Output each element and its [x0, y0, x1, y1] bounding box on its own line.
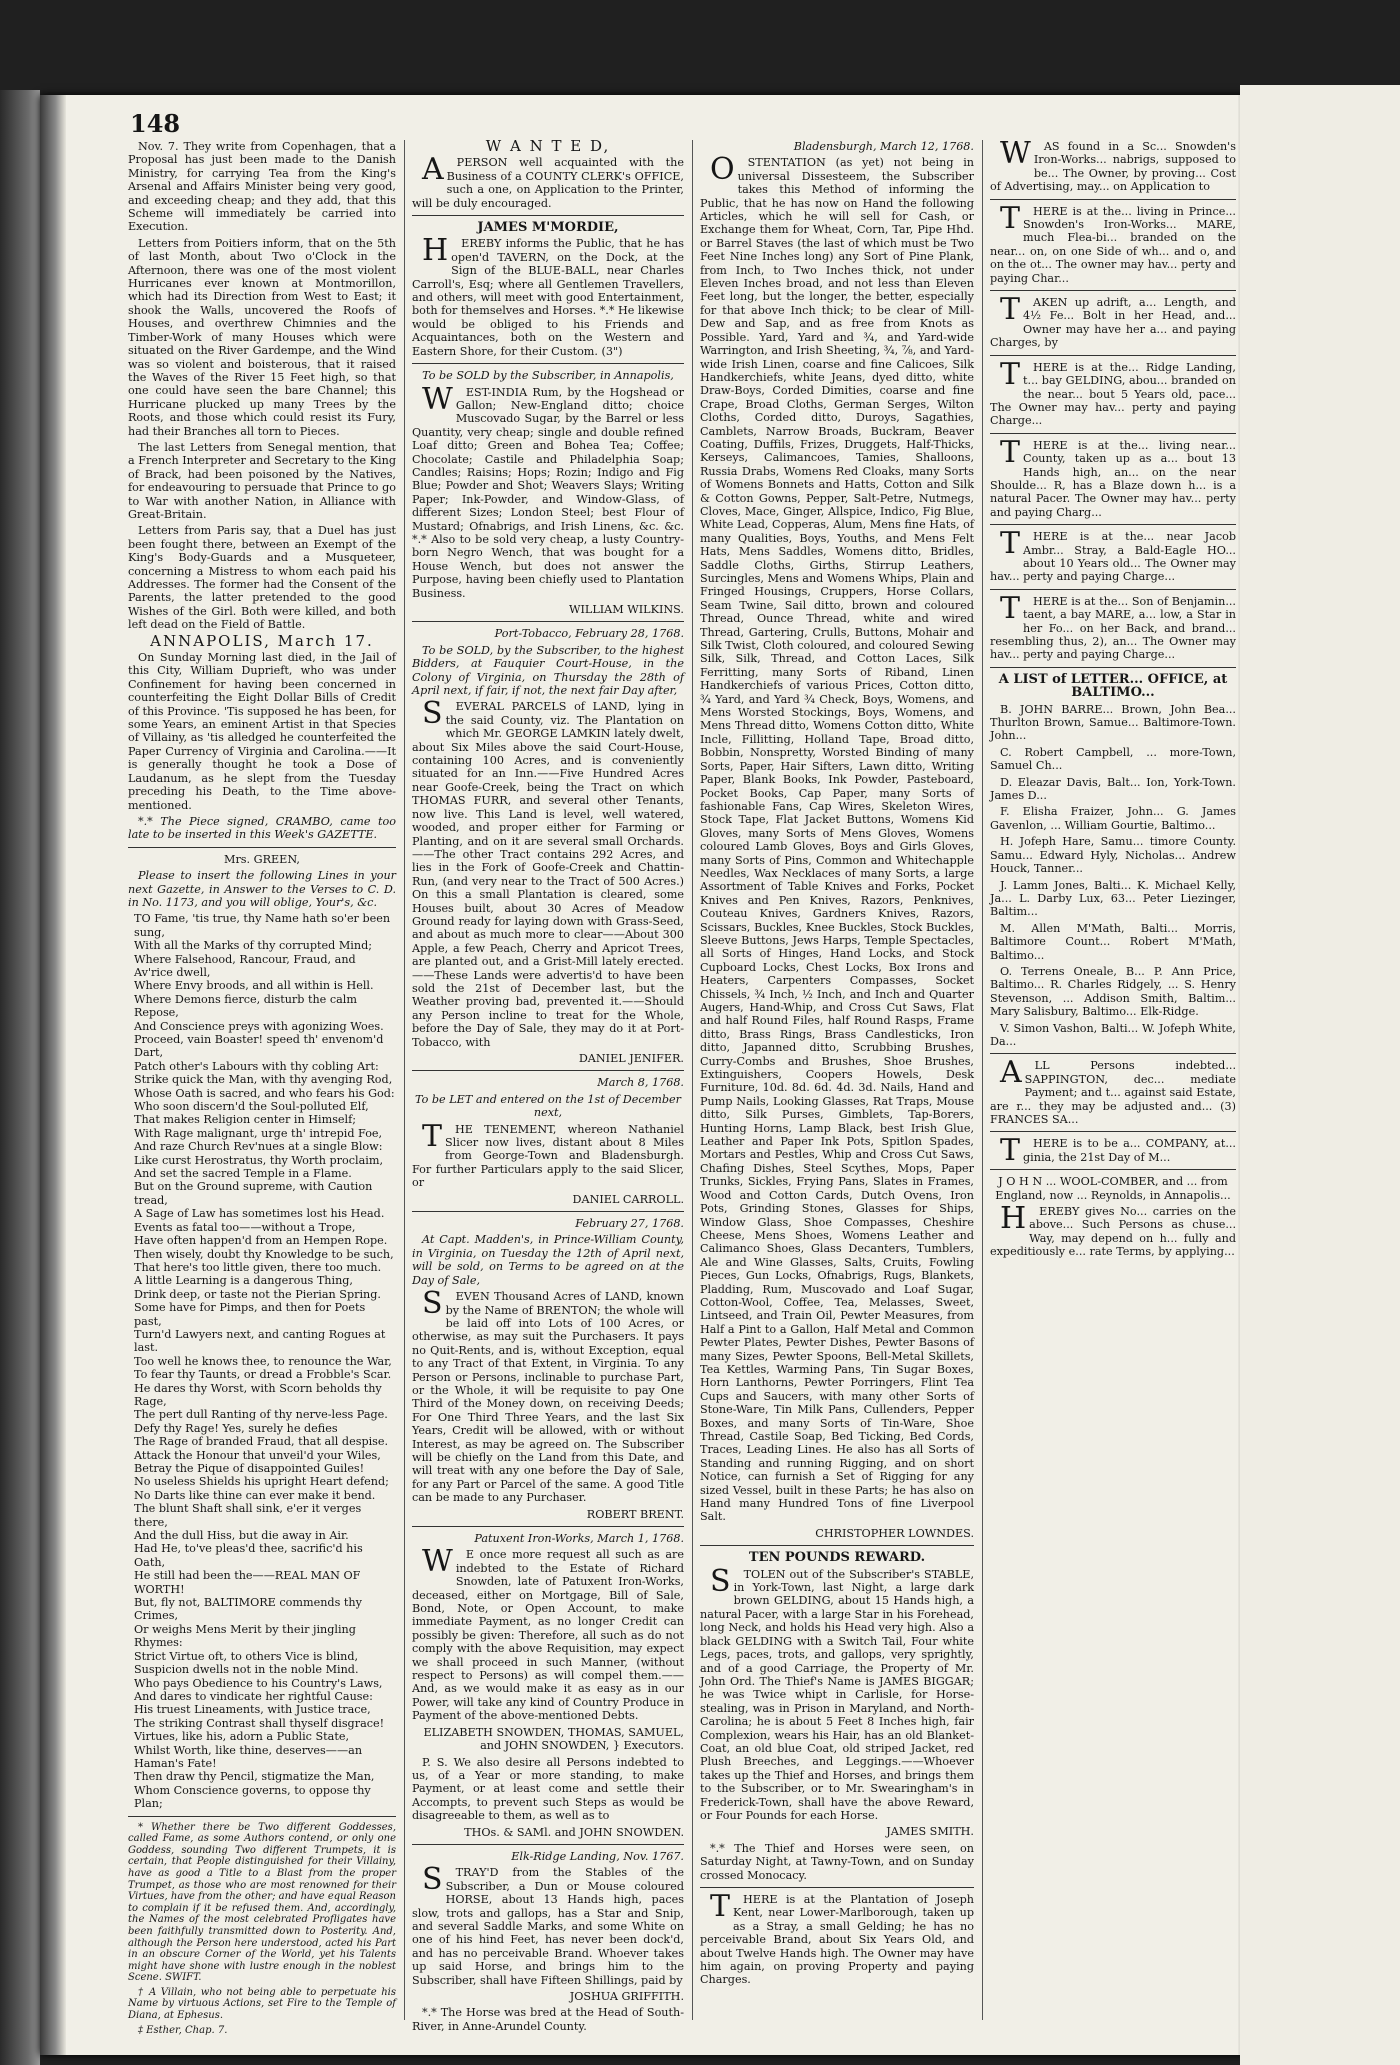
poem-line: A Sage of Law has sometimes lost his Head. — [134, 1207, 385, 1221]
poem-line: That here's too little given, there too much. — [134, 1260, 382, 1274]
divider — [990, 199, 1236, 200]
letters-m: M. Allen M'Math, Balti... Morris, Baltimore Count... Robert M'Math, Baltimo... — [990, 921, 1236, 962]
footnote-fame: * Whether there be Two different Goddesses, called Fame, as some Authors contend, or only one Goddess, sounding Two different Trumpets, it is certain, that People distinguished for their Villainy, have as good a Title to a Blast from the proper Trumpet, as those who are most renowned for their Virtues, have from the other; and have equal Reason to complain if it be refused them. And, accordingly, the Names of the most celebrated Profligates have been faithfully transmitted down to Posterity. And, although the Person here understood, acted his Part in an obscure Corner of the World, yet his Talents might have shone with lustre enough in the noblest Scene. SWIFT. — [128, 1821, 396, 1984]
woolcomber-ad: HEREBY gives No... carries on the above... Such Persons as chuse... Way, may depend on h... fully and expeditiously e... rate Terms, by applying... — [990, 1201, 1236, 1259]
poem-line: Strict Virtue oft, to others Vice is blind, — [134, 1649, 359, 1663]
griffith-date: Elk-Ridge Landing, Nov. 1767. — [511, 1849, 684, 1863]
snowden-postscript: P. S. We also desire all Persons indebted to us, of a Year or more standing, to make Payment, or at least come and settle their Accompts, to prevent such Steps as would be disagreeable to them, as well as to — [412, 1755, 684, 1823]
poem-line: But, fly not, BALTIMORE commends thy Crimes, — [134, 1596, 362, 1623]
divider — [128, 847, 396, 848]
column-rule — [404, 140, 405, 2020]
poem-line: A little Learning is a dangerous Thing, — [134, 1274, 353, 1288]
jenifer-date: Port-Tobacco, February 28, 1768. — [494, 627, 684, 641]
poem-line: With all the Marks of thy corrupted Mind; — [134, 939, 373, 953]
divider — [990, 433, 1236, 434]
poem-line: To fear thy Taunts, or dread a Frobble's Scar. — [134, 1368, 392, 1382]
poem-line: Who soon discern'd the Soul-polluted Elf, — [134, 1100, 369, 1114]
reward-ad: STOLEN out of the Subscriber's STABLE, in York-Town, last Night, a large dark brown GELDING, about 15 Hands high, a natural Pacer, with a large Star in his Forehead, long Neck, and holds his Head very high. Also a black GELDING with a Switch Tail, Four white Legs, paces, trots, and gallops, very sprightly, and of a good Carriage, the Property of Mr. John Ord. The Thief's Name is JAMES BIGGAR; he was Twice whipt in Carlisle, for Horse-stealing, was in Prison in Maryland, and North-Carolina; he is about 5 Feet 8 Inches high, fair Complexion, wears his Hair, has an old Blanket-Coat, an old blue Coat, old striped Jacket, red Plush Breeches, and Leggings.——Whoever takes up the Thief and Horses, and brings them to the Subscriber, or to Mr. Swearingham's in Frederick-Town, shall have the above Reward, or Four Pounds for each Horse. — [700, 1563, 974, 1822]
poem-line: Or weighs Mens Merit by their jingling Rhymes: — [134, 1622, 356, 1650]
poem-line: No Darts like thine can ever make it bend. — [134, 1488, 376, 1502]
poem-line: Betray the Pique of disappointed Guiles! — [134, 1462, 365, 1475]
facing-page-edge — [1240, 85, 1400, 2065]
divider — [700, 1887, 974, 1888]
news-senegal: The last Letters from Senegal mention, that a French Interpreter and Secretary to the King of Brack, had been poisoned by the Natives, for endeavouring to persuade that Prince to go to War with another Nation, in Alliance with Great-Britain. — [128, 440, 396, 521]
divider — [990, 524, 1236, 525]
poem-line: He still had been the——REAL MAN OF WORTH! — [134, 1569, 361, 1596]
poem-line: No useless Shields his upright Heart defend; — [134, 1475, 389, 1489]
poem-line: The pert dull Ranting of thy nerve-less Page. — [134, 1408, 388, 1422]
col4-ad-5: THERE is at the... living near... County, taken up as a... bout 13 Hands high, an... on the near Shoulde... R, has a Blaze down h... is a natural Pacer. The Owner may hav... perty and paying Charg... — [990, 434, 1236, 519]
poem-line: And dares to vindicate her rightful Cause: — [134, 1689, 373, 1703]
column-rule — [982, 140, 983, 2020]
poem-line: His truest Lineaments, with Justice trace, — [134, 1703, 371, 1717]
poem-line: Whom Conscience governs, to oppose thy Plan; — [134, 1783, 371, 1811]
col4-ad-4: THERE is at the... Ridge Landing, t... bay GELDING, abou... branded on the near... bout 5 Years old, pace... The Owner may hav... perty and paying Charge... — [990, 356, 1236, 428]
lowndes-date: Bladensburgh, March 12, 1768. — [793, 140, 974, 153]
poem-line: Then draw thy Pencil, stigmatize the Man, — [134, 1770, 375, 1784]
mcmordie-heading: JAMES M'MORDIE, — [477, 220, 619, 236]
poem-line: Defy thy Rage! Yes, surely he defies — [134, 1421, 338, 1435]
col4-ad-2: THERE is at the... living in Prince... Snowden's Iron-Works... MARE, much Flea-bi... branded on the near... on, on one Side of wh... and o, and on the ot... The owner may hav... perty and paying Char... — [990, 200, 1236, 285]
letters-f: F. Elisha Fraizer, John... G. James Gavenlon, ... William Gourtie, Baltimo... — [990, 805, 1236, 832]
divider — [990, 1053, 1236, 1054]
carroll-heading: To be LET and entered on the 1st of December next, — [415, 1092, 681, 1120]
jenifer-ad: SEVERAL PARCELS of LAND, lying in the said County, viz. The Plantation on which Mr. GEORGE LAMKIN lately dwelt, about Six Miles above the said Court-House, containing 100 Acres, and is conveniently situated for an Inn.——Five Hundred Acres near Goofe-Creek, being the Tract on which THOMAS FURR, and several other Tenants, now live. This Land is level, well watered, wooded, and proper either for Farming or Planting, and on it are several small Orchards.——The other Tract contains 292 Acres, and lies in the Fork of Goofe-Creek and Chattin-Run, (and very near to the Tract of 500 Acres.) On this a small Plantation is cleared, some Houses built, about 30 Acres of Meadow Ground ready for laying down with Grass-Seed, and about as much more to clear——About 300 Apple, a few Peach, Cherry and Apricot Trees, are planted out, and a Grist-Mill lately erected.——These Lands were advertis'd to have been sold the 21st of December last, but the Weather proving bad, prevented it.——Should any Person incline to treat for the Whole, before the Day of Sale, they may do it at Port-Tobacco, with — [412, 696, 684, 1049]
lowndes-signature: CHRISTOPHER LOWNDES. — [815, 1526, 974, 1540]
mcmordie-ad: HEREBY informs the Public, that he has open'd TAVERN, on the Dock, at the Sign of the BLUE-BALL, near Charles Carroll's, Esq; where all Gentlemen Travellers, and others, will meet with good Entertainment, both for themselves and Horses. *.* He likewise would be obliged to his Friends and Acquaintances, both on the Western and Eastern Shore, for their Custom. (3") — [412, 233, 684, 358]
poem-line: Have often happen'd from an Hempen Rope. — [134, 1234, 388, 1248]
carroll-signature: DANIEL CARROLL. — [572, 1192, 684, 1206]
letters-h: H. Jofeph Hare, Samu... timore County. Samu... Edward Hyly, Nicholas... Andrew Houck, Tanner... — [990, 835, 1236, 876]
page-number: 148 — [130, 109, 181, 138]
newspaper-page — [40, 95, 1280, 2055]
poem-line: Suspicion dwells not in the noble Mind. — [134, 1663, 359, 1677]
wilkins-ad: WEST-INDIA Rum, by the Hogshead or Gallon; New-England ditto; choice Muscovado Sugar, by the Barrel or less Quantity, very cheap; single and double refined Loaf ditto; Green and Bohea Tea; Coffee; Chocolate; Castile and Philadelphia Soap; Candles; Raisins; Hops; Rozin; Indigo and Fig Blue; Powder and Shot; Weavers Slays; Writing Paper; Ink-Powder, and Window-Glass, of different Sizes; London Steel; best Flour of Mustard; Ofnabrigs, and Irish Linens, &c. &c. *.* Also to be sold very cheap, a lusty Country-born Negro Wench, that was bought for a House Wench, but does not answer the Purpose, having been chiefly used to Plantation Business. — [412, 381, 684, 600]
letter-request: Please to insert the following Lines in your next Gazette, in Answer to the Verses to C. D. in No. 1173, and you will oblige, Your's, &c. — [128, 869, 396, 909]
letters-c: C. Robert Campbell, ... more-Town, Samuel Ch... — [990, 745, 1236, 773]
wanted-ad: APERSON well acquainted with the Business of a COUNTY CLERK's OFFICE, such a one, on Application to the Printer, will be duly encouraged. — [412, 152, 684, 210]
divider — [412, 215, 684, 216]
divider — [990, 290, 1236, 291]
dateline-annapolis: ANNAPOLIS, March 17. — [150, 631, 374, 650]
brent-signature: ROBERT BRENT. — [586, 1507, 684, 1521]
griffith-postscript: *.* The Horse was bred at the Head of South-River, in Anne-Arundel County. — [412, 2006, 684, 2033]
col4-ad-6: THERE is at the... near Jacob Ambr... Stray, a Bald-Eagle HO... about 10 Years old... The Owner may hav... perty and paying Charge... — [990, 526, 1236, 584]
divider — [990, 589, 1236, 590]
poem-line: Whose Oath is sacred, and who fears his God: — [134, 1086, 395, 1100]
column-2 — [412, 137, 684, 2033]
brent-date: February 27, 1768. — [575, 1217, 684, 1231]
footnote-esther: ‡ Esther, Chap. 7. — [138, 2024, 228, 2036]
column-3 — [700, 140, 974, 2030]
reward-heading: TEN POUNDS REWARD. — [748, 1550, 926, 1566]
poem-line: Strike quick the Man, with thy avenging Rod, — [134, 1073, 393, 1087]
woolcomber-heading: J O H N ... WOOL-COMBER, and ... from England, now ... Reynolds, in Annapolis... — [995, 1175, 1231, 1202]
wilkins-heading: To be SOLD by the Subscriber, in Annapolis, — [422, 369, 674, 383]
poem-line: That makes Religion center in Himself; — [134, 1113, 357, 1127]
divider — [412, 621, 684, 622]
poem-line: Where Envy broods, and all within is Hell. — [134, 979, 374, 993]
poem-line: Events as fatal too——without a Trope, — [134, 1220, 356, 1234]
poem-line: And the dull Hiss, but die away in Air. — [134, 1529, 349, 1543]
col4-ad-3: TAKEN up adrift, a... Length, and 4½ Fe... Bolt in her Head, and... Owner may have her a... and paying Charges, by — [990, 292, 1236, 350]
letters-v: V. Simon Vashon, Balti... W. Jofeph White, Da... — [990, 1021, 1236, 1048]
poem-line: TO Fame, 'tis true, thy Name hath so'er been sung, — [134, 912, 391, 939]
snowden-signature: ELIZABETH SNOWDEN, THOMAS, SAMUEL, and JOHN SNOWDEN, } Executors. — [423, 1725, 684, 1753]
snowden-ps-signature: THOs. & SAMl. and JOHN SNOWDEN. — [464, 1825, 684, 1839]
poem-line: Proceed, vain Boaster! speed th' envenom'd Dart, — [134, 1033, 384, 1060]
divider — [412, 1211, 684, 1212]
divider — [990, 667, 1236, 668]
divider — [412, 1844, 684, 1845]
snowden-date: Patuxent Iron-Works, March 1, 1768. — [474, 1532, 684, 1545]
news-copenhagen: Nov. 7. They write from Copenhagen, that a Proposal has just been made to the Danish Ministry, for carrying Tea from the King's Arsenal and Affairs Minister being very good, and exceeding cheap; and they add, that this Scheme will immediately be carried into Execution. — [128, 140, 396, 234]
letter-salutation: Mrs. GREEN, — [224, 852, 300, 866]
kent-stray-ad: THERE is at the Plantation of Joseph Kent, near Lower-Marlborough, taken up as a Stray, a small Gelding; he has no perceivable Brand, about Six Years Old, and about Twelve Hands high. The Owner may have him again, on proving Property and paying Charges. — [700, 1889, 974, 1987]
book-edge-left — [0, 90, 40, 2065]
crambo-notice: *.* The Piece signed, CRAMBO, came too late to be inserted in this Week's GAZETTE. — [128, 814, 396, 842]
column-4 — [990, 136, 1236, 2030]
poem-line: Patch other's Labours with thy cobling Art: — [134, 1059, 379, 1073]
divider — [990, 355, 1236, 356]
sappington-ad: ALL Persons indebted... SAPPINGTON, dec... mediate Payment; and t... against said Estate, are r... they may be adjusted and... (3) FRANCES SA... — [990, 1055, 1236, 1126]
letters-j: J. Lamm Jones, Balti... K. Michael Kelly, Ja... L. Darby Lux, 63... Peter Liezinger, Baltim... — [990, 878, 1236, 919]
poem — [128, 912, 396, 1810]
news-paris: Letters from Paris say, that a Duel has just been fought there, between an Exempt of the King's Body-Guards and a Musqueteer, concerning a Mistress to whom each paid his Addresses. The former had the Consent of the Parents, the latter pretended to the good Wishes of the Girl. Both were killed, and both left dead on the Field of Battle. — [128, 524, 396, 632]
poem-line: The Rage of branded Fraud, that all despise. — [134, 1435, 389, 1449]
brent-ad: SEVEN Thousand Acres of LAND, known by the Name of BRENTON; the whole will be laid off into Lots of 100 Acres, or otherwise, as may suit the Purchasers. It pays no Quit-Rents, and is, without Exception, equal to any Tract of that Extent, in Virginia. To any Person or Persons, inclinable to purchase Part, or the Whole, it will be requisite to pay One Third of the Money down, on receiving Deeds; For One Third Three Years, and the last Six Years, Credit will be allowed, with or without Interest, as may be agreed on. The Subscriber will be chiefly on the Land from this Date, and will treat with any one before the Day of Sale, for any Part or Parcel of the same. A good Title can be made to any Purchaser. — [412, 1286, 684, 1505]
griffith-signature: JOSHUA GRIFFITH. — [569, 1990, 684, 2003]
poem-line: Where Demons fierce, disturb the calm Repose, — [134, 992, 357, 1020]
jenifer-signature: DANIEL JENIFER. — [578, 1052, 684, 1065]
poem-line: Drink deep, or taste not the Pierian Spring. — [134, 1287, 381, 1301]
divider — [700, 1545, 974, 1546]
brent-heading: At Capt. Madden's, in Prince-William County, in Virginia, on Tuesday the 12th of April next, will be sold, on Terms to be agreed on at the Day of Sale, — [412, 1233, 684, 1287]
poem-line: Turn'd Lawyers next, and canting Rogues at last. — [134, 1327, 386, 1355]
divider — [412, 363, 684, 364]
poem-line: Where Falsehood, Rancour, Fraud, and Av'rice dwell, — [134, 952, 356, 979]
column-1 — [128, 140, 396, 2036]
divider — [412, 1070, 684, 1071]
poem-line: Had He, to've pleas'd thee, sacrific'd his Oath, — [134, 1542, 363, 1569]
carroll-ad: THE TENEMENT, whereon Nathaniel Slicer now lives, distant about 8 Miles from George-Town and Bladensburgh. For further Particulars apply to the said Slicer, or — [412, 1118, 684, 1190]
company-ad: THERE is to be a... COMPANY, at... ginia, the 21st Day of M... — [1000, 1133, 1236, 1169]
poem-line: Whilst Worth, like thine, deserves——an Haman's Fate! — [134, 1743, 363, 1770]
wilkins-signature: WILLIAM WILKINS. — [568, 603, 684, 616]
poem-line: Virtues, like his, adorn a Public State, — [134, 1730, 350, 1744]
lowndes-ad: OSTENTATION (as yet) not being in universal Dissesteem, the Subscriber takes this Method of informing the Public, that he has now on Hand the following Articles, which he will sell for Cash, or Exchange them for Wheat, Corn, Tar, Pipe Hhd. or Barrel Staves (the last of which must be Two Feet Nine Inches long) any Sort of Pine Plank, from Inch, to Two Inches thick, not under Eleven Inches broad, and not less than Eleven Feet long, but the longer, the better, especially for that above Inch thick; to be clear of Mill-Dew and Sap, and as free from Knots as Possible. Yard, Yard and ¾, and Yard-wide Warrington, and Irish Sheeting, ¾, ⅞, and Yard-wide Irish Linen, coarse and fine Calicoes, Silk Handkerchiefs, white Jeans, dyed ditto, white Draw-Boys, Corded Dimities, coarse and fine Crape, Broad Cloths, German Serges, Wilton Cloths, Corded ditto, Duroys, Sagathies, Camblets, Narrow Broads, Buckram, Beaver Coating, Duffils, Frizes, Druggets, Half-Thicks, Kerseys, Calimancoes, Tamies, Shalloons, Russia Drabs, Womens Red Cloaks, many Sorts of Womens Bonnets and Hatts, Cotton and Silk & Cotton Gowns, Pepper, Salt-Petre, Nutmegs, Cloves, Mace, Ginger, Allspice, Indico, Fig Blue, White Lead, Copperas, Alum, Mens fine Hats, of many Qualities, Boys, Youths, and Mens Felt Hats, Mens Saddles, Womens ditto, Bridles, Saddle Cloths, Girths, Stirrup Leathers, Surcingles, Mens and Womens Whips, Plain and Fringed Housings, Cruppers, Horse Collars, Seam Twine, Sail ditto, brown and coloured Thread, Ounce Thread, white and wired Thread, Gartering, Crulls, Buttons, Mohair and Silk Twist, Cloth coloured, and coloured Sewing Silk, Silk, Thread, and Cotton Laces, Silk Ferritting, many Sorts of Riband, Linen Handkerchiefs of various Prices, Cotton ditto, ¾ Yard, and Yard ¾ Check, Boys, Womens, and Mens Worsted Stockings, Boys, Womens, and Mens Thread ditto, Womens Cotton ditto, White Incle, Fillitting, Holland Tape, Broad ditto, Bobbin, Nonspretty, Worsted Binding of many Sorts, Paper, Hair Sifters, Lawn ditto, Writing Paper, Blank Books, Ink Powder, Pasteboard, Pocket Books, Cap Paper, many Sorts of fashionable Fans, Cap Wires, Skeleton Wires, Stock Tape, Flat Jacket Buttons, Womens Kid Gloves, many Sorts of Mens Gloves, Womens coloured Lamb Gloves, Boys and Girls Gloves, many Sorts of Pins, Common and Whitechapple Needles, Wax Necklaces of many Sorts, a large Assortment of Table Knives and Forks, Pocket Knives and Pen Knives, Razors, Penknives, Couteau Knives, Gardners Knives, Razors, Scissars, Buckles, Knee Buckles, Stock Buckles, Sleeve Buttons, Jews Harps, Temple Spectacles, all Sorts of Hinges, Hand Locks, and Stock Cupboard Locks, Chest Locks, Box Irons and Heaters, Carpenters Compasses, Socket Chissels, ¾ Inch, ½ Inch, and Inch and Quarter Augers, Hand-Whip, and Cross Cut Saws, Flat and half Round Files, half Round Rasps, Frame ditto, Brass Rings, Brass Candlesticks, Iron ditto, Japanned ditto, Scrubbing Brushes, Curry-Combs and Brushes, Shoe Brushes, Extinguishers, Coopers Howels, Desk Furniture, 10d. 8d. 6d. 4d. 3d. Nails, Hand and Pump Nails, Looking Glasses, Rat Traps, Mouse ditto, Silk Purses, Gimblets, Tap-Borers, Hunting Horns, Lamp Black, best Irish Glue, Leather and Paper Ink Pots, Spitlon Spades, Mortars and Pestles, Whip and Cross Cut Saws, Chafing Dishes, Steel Scythes, Mops, Paper Trunks, Sickles, Frying Pans, Slates in Frames, Wood and Cotton Cards, Dutch Ovens, Iron Pots, Grinding Stones, Glasses for Ships, Window Glass, Shoe Compasses, Cheshire Cheese, Mens Shoes, Womens Leather and Calimanco Shoes, Glass Decanters, Tumblers, Ale and Wine Glasses, Salts, Cruits, Fowling Pieces, Gun Locks, Ofnabrigs, Rugs, Blankets, Pladding, Rum, Muscovado and Loaf Sugar, Cotton-Wool, Coffee, Tea, Melasses, Sweet, Lintseed, and Train Oil, Pewter Measures, from Half a Pint to a Gallon, Half Metal and Common Pewter Plates, Pewter Dishes, Pewter Basons of many Sizes, Pewter Spoons, Bell-Metal Skillets, Tea Kettles, Warming Pans, Tin Sugar Boxes, Horn Lanthorns, Pewter Porringers, Flint Tea Cups and Saucers, with many other Sorts of Stone-Ware, Tin Milk Pans, Cullenders, Pepper Boxes, and many Sorts of Tin-Ware, Shoe Thread, Castile Soap, Bed Ticking, Bed Cords, Traces, Leading Lines. He also has all Sorts of Standing and running Rigging, and on short Notice, can furnish a Set of Rigging for any sized Vessel, built in these Parts; he has also on Hand many Hundred Tons of fine Liverpool Salt. — [700, 152, 974, 1524]
page-binding — [40, 95, 66, 2055]
reward-postscript: *.* The Thief and Horses were seen, on Saturday Night, at Tawny-Town, and on Sunday crossed Monocacy. — [700, 1841, 974, 1882]
poem-line: But on the Ground supreme, with Caution tread, — [134, 1180, 373, 1207]
jenifer-heading: To be SOLD, by the Subscriber, to the highest Bidders, at Fauquier Court-House, in the Colony of Virginia, on Thursday the 28th of April next, if fair, if not, the next fair Day after, — [412, 643, 684, 698]
divider — [412, 1526, 684, 1527]
snowden-ad: WE once more request all such as are indebted to the Estate of Richard Snowden, late of Patuxent Iron-Works, deceased, either on Mortgage, Bill of Sale, Bond, Note, or Open Account, to make immediate Payment, as no longer Credit can possibly be given: Therefore, all such as do not comply with the above Requisition, may expect we shall proceed in such Manner, (without respect to Persons) as will compel them.——And, as we would make it as easy as in our Power, will take any kind of Country Produce in Payment of the above-mentioned Debts. — [412, 1544, 684, 1723]
letters-o: O. Terrens Oneale, B... P. Ann Price, Baltimo... R. Charles Ridgely, ... S. Henry Stevenson, ... Addison Smith, Baltim... Mary Salisbury, Baltimo... Elk-Ridge. — [990, 964, 1236, 1019]
poem-line: And set the sacred Temple in a Flame. — [134, 1167, 352, 1181]
poem-line: Like curst Herostratus, thy Worth proclaim, — [134, 1153, 384, 1167]
griffith-ad: STRAY'D from the Stables of the Subscriber, a Dun or Mouse coloured HORSE, about 13 Hands high, paces slow, trots and gallops, has a Star and Snip, and several Saddle Marks, and some White on one of his hind Feet, has never been dock'd, and has no perceivable Brand. Whoever takes up said Horse, and brings him to the Subscriber, shall have Fifteen Shillings, paid by — [412, 1862, 684, 1987]
news-poitiers: Letters from Poitiers inform, that on the 5th of last Month, about Two o'Clock in the Afternoon, there was one of the most violent Hurricanes ever known at Montmorillon, which had its Direction from West to East; it shook the Walls, uncovered the Roofs of Houses, and overthrew Chimnies and the Timber-Work of many Houses which were situated on the River Gardempe, and the Wind was so violent and boisterous, that it raised the Waves of the River 15 Feet high, so that one could have seen the bare Channel; this Hurricane plucked up many Trees by the Roots, and those which could resist its Fury, had their Branches all torn to Pieces. — [128, 236, 396, 438]
divider — [990, 1169, 1236, 1170]
poem-line: And Conscience preys with agonizing Woes. — [134, 1019, 384, 1033]
carroll-date: March 8, 1768. — [597, 1076, 684, 1090]
col4-ad-7: THERE is at the... Son of Benjamin... taent, a bay MARE, a... low, a Star in her Fo... on her Back, and brand... resembling thus, 2), an... The Owner may hav... perty and paying Charge... — [990, 590, 1236, 662]
poem-line: And raze Church Rev'nues at a single Blow: — [134, 1140, 383, 1154]
news-annapolis: On Sunday Morning last died, in the Jail of this City, William Duprieft, who was under Confinement for having been concerned in counterfeiting the Eight Dollar Bills of Credit of this Province. 'Tis supposed he has been, for some Years, an eminent Artist in that Species of Villainy, as 'tis alledged he counterfeited the Paper Currency of Virginia and Carolina.——It is generally thought he took a Dose of Laudanum, as he slept from the Tuesday preceding his Death, to the Time above-mentioned. — [128, 651, 396, 812]
letters-heading: A LIST of LETTER... OFFICE, at BALTIMO... — [998, 671, 1228, 701]
poem-line: Some have for Pimps, and then for Poets past, — [134, 1301, 366, 1328]
divider — [990, 1131, 1236, 1132]
poem-line: Attack the Honour that unveil'd your Wiles, — [134, 1448, 381, 1462]
wanted-heading: W A N T E D, — [485, 137, 611, 155]
poem-line: Too well he knows thee, to renounce the War, — [134, 1354, 392, 1368]
column-rule — [692, 140, 693, 2020]
poem-line: He dares thy Worst, with Scorn beholds thy Rage, — [134, 1381, 382, 1408]
poem-line: Who pays Obedience to his Country's Laws, — [134, 1676, 383, 1690]
reward-signature: JAMES SMITH. — [886, 1825, 974, 1839]
letters-d: D. Eleazar Davis, Balt... Ion, York-Town. James D... — [990, 775, 1236, 803]
poem-line: Then wisely, doubt thy Knowledge to be such, — [134, 1247, 394, 1261]
poem-line: The striking Contrast shall thyself disgrace! — [134, 1716, 385, 1730]
footnote-villain: † A Villain, who not being able to perpetuate his Name by virtuous Actions, set Fire to the Temple of Diana, at Ephesus. — [128, 1986, 396, 2022]
divider — [128, 1816, 396, 1817]
poem-line: With Rage malignant, urge th' intrepid Foe, — [134, 1126, 383, 1140]
col4-ad-1: WAS found in a Sc... Snowden's Iron-Works... nabrigs, supposed to be... The Owner, by proving... Cost of Advertising, may... on Application to — [990, 136, 1236, 194]
poem-line: The blunt Shaft shall sink, e'er it verges there, — [134, 1502, 362, 1529]
letters-b: B. JOHN BARRE... Brown, John Bea... Thurlton Brown, Samue... Baltimore-Town. John... — [990, 702, 1236, 743]
